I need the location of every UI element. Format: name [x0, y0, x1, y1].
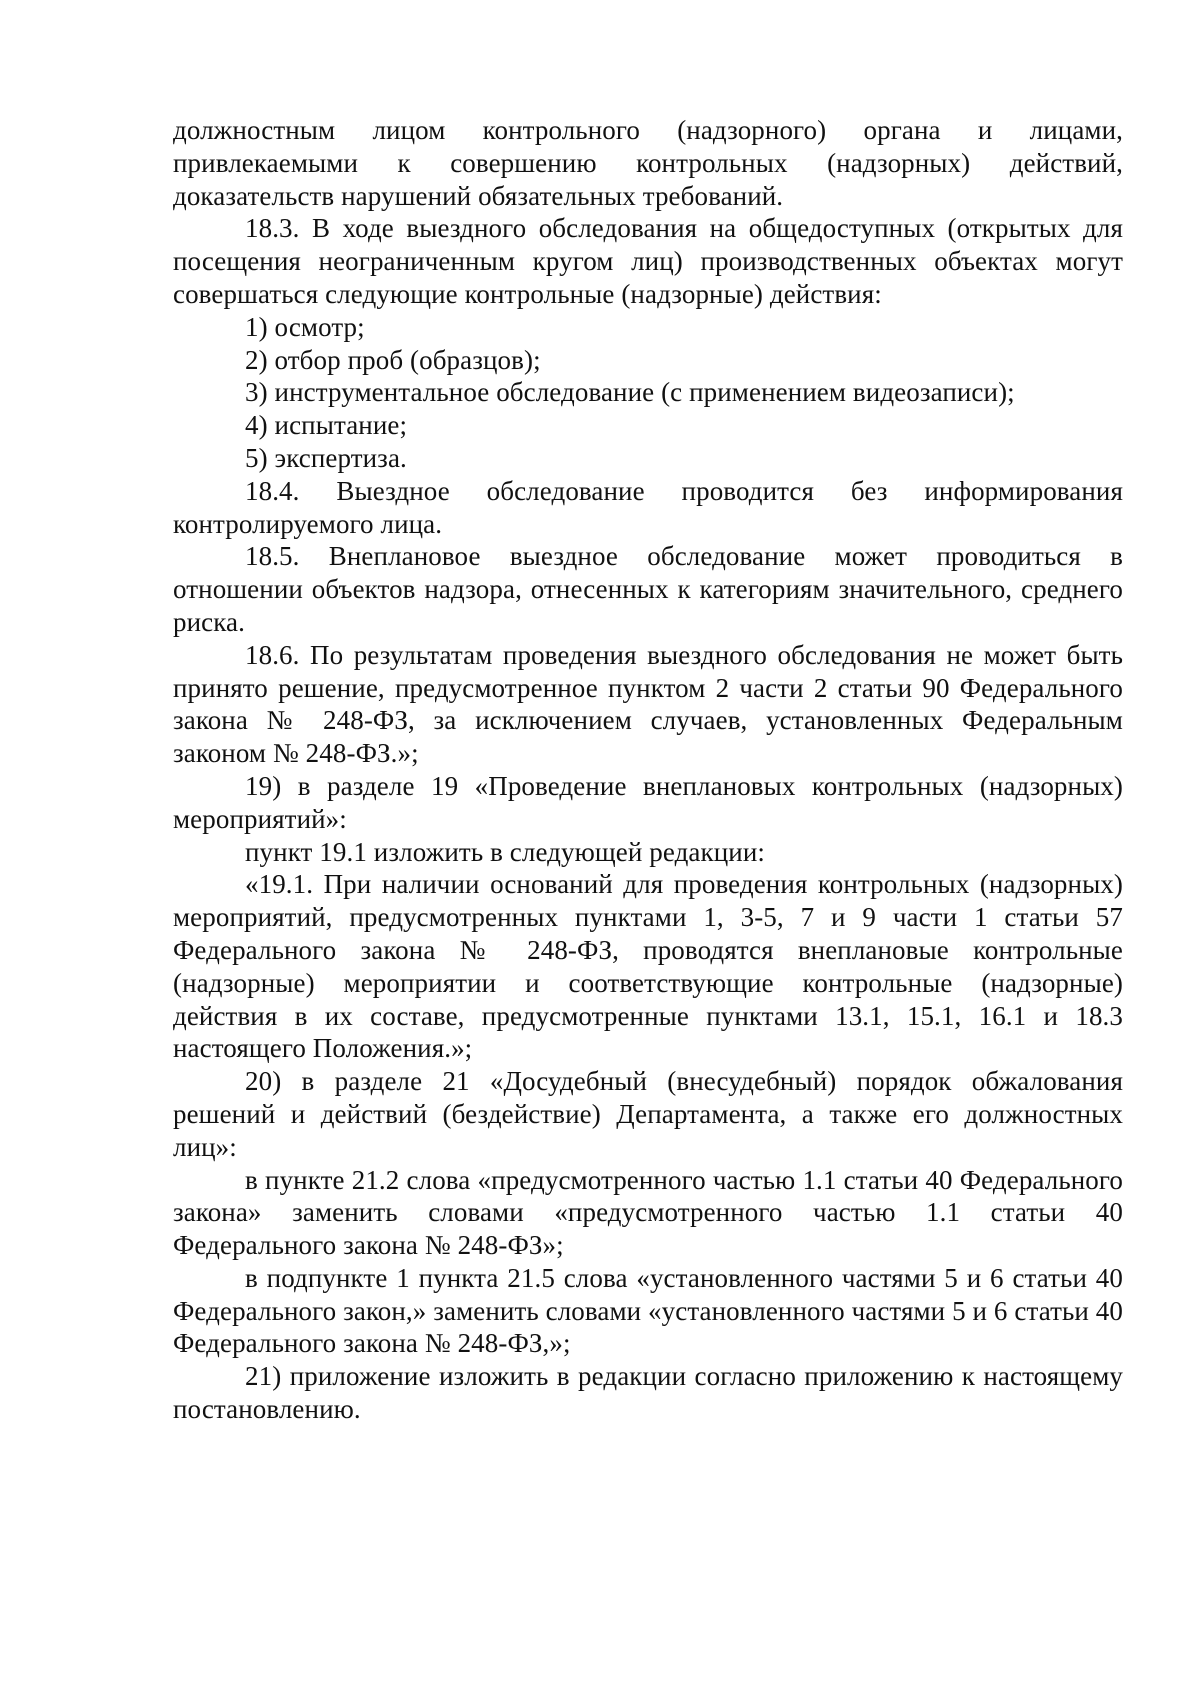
- paragraph-evidence: должностным лицом контрольного (надзорного) органа и лицами, привлекаемыми к совершению контрольных (надзорных) действий, доказательств нарушений обязательных требований.: [173, 115, 1123, 211]
- list-item-expertise: 5) экспертиза.: [245, 442, 407, 473]
- paragraph-18-4: 18.4. Выездное обследование проводится без информирования контролируемого лица.: [173, 475, 1123, 539]
- paragraph-section-21: 20) в разделе 21 «Досудебный (внесудебный) порядок обжалования решений и действий (бездействие) Департамента, а также его должностных лиц»:: [173, 1066, 1123, 1162]
- list-item-testing: 4) испытание;: [245, 410, 408, 441]
- paragraph-appendix: 21) приложение изложить в редакции согласно приложению к настоящему постановлению.: [173, 1361, 1123, 1425]
- list-item-sampling: 2) отбор проб (образцов);: [245, 344, 541, 375]
- paragraph-19-1: «19.1. При наличии оснований для проведения контрольных (надзорных) мероприятий, предусмотренных пунктами 1, 3-5, 7 и 9 части 1 статьи 57 Федерального закона № 248-ФЗ, проводятся внеплановые контрольные (надзорные) мероприятии и соответствующие контрольные (надзорные) действия в их составе, предусмотренные пунктами 13.1, 15.1, 16.1 и 18.3 настоящего Положения.»;: [173, 869, 1123, 1064]
- list-item-instrumental: 3) инструментальное обследование (с применением видеозаписи);: [245, 377, 1015, 408]
- paragraph-18-3: 18.3. В ходе выездного обследования на общедоступных (открытых для посещения неограниченным кругом лиц) производственных объектах могут совершаться следующие контрольные (надзорные) действия:: [173, 213, 1123, 309]
- paragraph-18-5: 18.5. Внеплановое выездное обследование может проводиться в отношении объектов надзора, отнесенных к категориям значительного, среднего риска.: [173, 541, 1123, 637]
- paragraph-19-1-intro: пункт 19.1 изложить в следующей редакции:: [245, 836, 765, 867]
- document-body: [173, 114, 1123, 1426]
- paragraph-21-2: в пункте 21.2 слова «предусмотренного частью 1.1 статьи 40 Федерального закона» заменить словами «предусмотренного частью 1.1 статьи 40 Федерального закона № 248-ФЗ»;: [173, 1164, 1123, 1261]
- list-item-inspection: 1) осмотр;: [245, 311, 365, 342]
- paragraph-section-19: 19) в разделе 19 «Проведение внеплановых контрольных (надзорных) мероприятий»:: [173, 770, 1123, 834]
- paragraph-18-6: 18.6. По результатам проведения выездного обследования не может быть принято решение, предусмотренное пунктом 2 части 2 статьи 90 Федерального закона № 248-ФЗ, за исключением случаев, установленных Федеральным законом № 248-ФЗ.»;: [173, 639, 1123, 769]
- paragraph-21-5: в подпункте 1 пункта 21.5 слова «установленного частями 5 и 6 статьи 40 Федерального закон,» заменить словами «установленного частями 5 и 6 статьи 40 Федерального закона № 248-ФЗ,»;: [173, 1262, 1123, 1359]
